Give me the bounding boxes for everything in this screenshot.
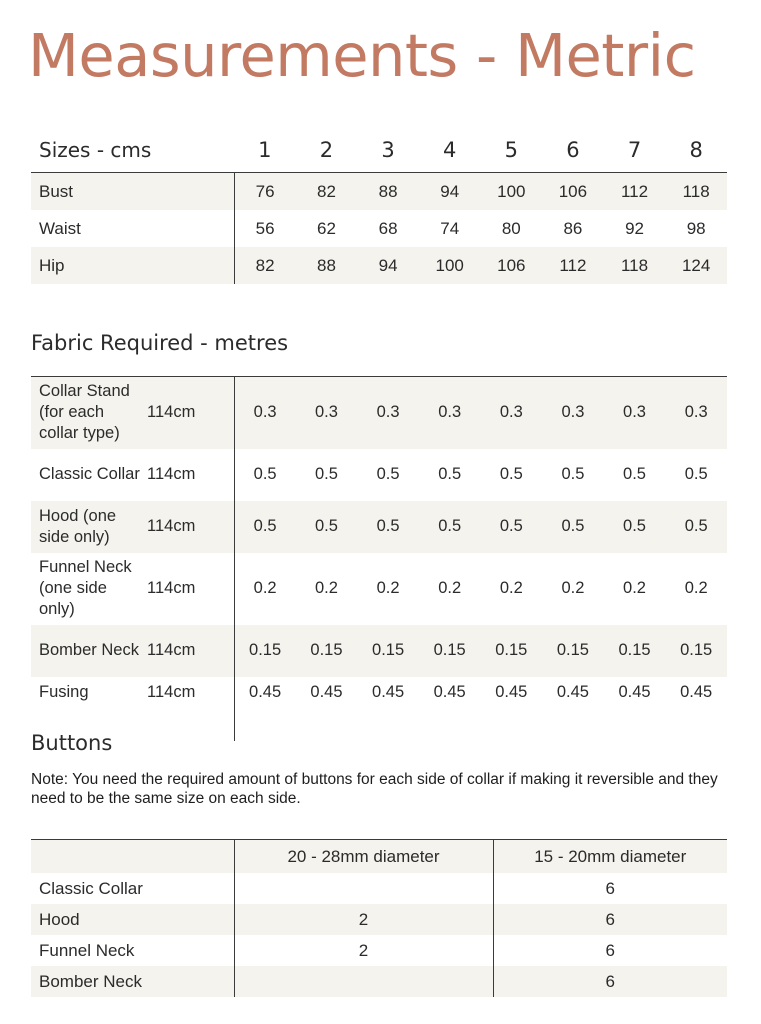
table-cell: 0.15 [433, 641, 466, 659]
table-cell: 0.5 [561, 517, 585, 535]
table-cell: 6 [493, 935, 727, 966]
table-cell: 0.45 [680, 683, 713, 701]
table-row [31, 873, 727, 904]
size-column-header: 6 [542, 128, 604, 173]
row-label: Funnel Neck [39, 940, 135, 960]
table-cell: 0.2 [684, 579, 708, 597]
row-label: Fusing [39, 683, 89, 701]
table-cell: 118 [620, 255, 649, 275]
table-row [31, 625, 727, 677]
table-cell: 124 [681, 255, 711, 275]
row-label: Classic Collar [39, 878, 143, 898]
table-cell: 0.5 [234, 501, 296, 553]
fabric-width: 114cm [147, 641, 196, 659]
table-cell: 0.5 [623, 517, 646, 535]
table-cell: 0.5 [623, 465, 646, 483]
row-label: Hood (one side only) [39, 506, 117, 546]
table-cell: 6 [493, 873, 727, 904]
table-row [31, 553, 727, 625]
table-cell: 0.5 [499, 465, 523, 483]
table-cell: 0.15 [680, 641, 713, 659]
table-cell: 0.3 [234, 377, 296, 449]
table-cell: 0.45 [495, 683, 528, 701]
table-cell: 0.2 [234, 553, 296, 625]
fabric-section-title: Fabric Required - metres [31, 331, 289, 355]
table-cell: 74 [440, 218, 460, 238]
size-column-header: 3 [357, 128, 419, 173]
table-cell: 0.15 [234, 625, 296, 677]
table-cell: 56 [234, 210, 296, 247]
table-row [31, 247, 727, 284]
row-label: Bomber Neck [39, 641, 139, 659]
buttons-header-row [31, 840, 727, 874]
table-cell: 106 [558, 181, 588, 201]
size-column-header: 8 [665, 128, 727, 173]
sizes-header-label: Sizes - cms [31, 128, 234, 173]
fabric-width: 114cm [147, 683, 196, 701]
row-label: Bomber Neck [39, 971, 142, 991]
table-cell: 0.5 [684, 465, 708, 483]
table-cell: 0.3 [623, 403, 646, 422]
table-cell: 0.5 [438, 517, 462, 535]
table-cell: 98 [686, 218, 706, 238]
size-column-header: 1 [234, 128, 296, 173]
table-cell: 0.45 [310, 683, 343, 701]
table-cell: 0.5 [315, 465, 338, 483]
table-cell: 0.3 [684, 403, 708, 422]
row-label: Waist [39, 218, 81, 238]
table-cell: 0.2 [623, 579, 646, 597]
table-cell: 0.15 [310, 641, 343, 659]
table-cell [234, 966, 493, 997]
fabric-width: 114cm [147, 517, 196, 535]
table-cell: 68 [378, 218, 398, 238]
table-cell: 6 [493, 966, 727, 997]
table-cell: 106 [497, 255, 526, 275]
table-cell: 0.2 [315, 579, 338, 597]
table-cell: 112 [559, 255, 587, 275]
table-cell: 0.5 [376, 465, 400, 483]
table-cell: 0.15 [618, 641, 651, 659]
table-cell: 82 [317, 181, 336, 201]
table-row [31, 966, 727, 997]
sizes-table [31, 128, 727, 284]
table-row [31, 173, 727, 211]
table-cell: 0.3 [315, 403, 338, 422]
table-cell: 94 [440, 181, 460, 201]
buttons-section-title: Buttons [31, 731, 113, 755]
table-cell: 0.5 [234, 449, 296, 501]
size-column-header: 5 [481, 128, 543, 173]
table-cell: 82 [234, 247, 296, 284]
table-cell: 6 [493, 904, 727, 935]
table-cell: 0.15 [495, 641, 528, 659]
table-cell: 80 [501, 218, 521, 238]
buttons-note: Note: You need the required amount of buttons for each side of collar if making it reversible and they need to be the same size on each side. [31, 771, 718, 807]
table-row [31, 677, 727, 709]
table-row [31, 377, 727, 449]
table-cell: 0.45 [618, 683, 651, 701]
table-cell: 92 [625, 218, 644, 238]
row-label: Classic Collar [39, 465, 140, 483]
table-cell: 112 [620, 181, 649, 201]
size-column-header: 2 [296, 128, 358, 173]
table-row [31, 501, 727, 553]
table-cell: 86 [563, 218, 583, 238]
table-row [31, 449, 727, 501]
table-cell: 100 [497, 181, 526, 201]
table-corner-cell [31, 840, 234, 874]
table-cell: 0.5 [438, 465, 462, 483]
table-cell: 0.45 [556, 683, 589, 701]
size-column-header: 7 [604, 128, 666, 173]
table-cell: 0.5 [315, 517, 338, 535]
table-cell: 0.45 [433, 683, 466, 701]
fabric-table [31, 376, 727, 741]
table-cell: 0.45 [234, 677, 296, 709]
row-label: Bust [39, 181, 74, 201]
fabric-width: 114cm [147, 403, 196, 422]
table-cell: 0.3 [499, 403, 523, 422]
sizes-header-row [31, 128, 727, 173]
table-cell: 2 [234, 935, 493, 966]
button-column-header: 20 - 28mm diameter [234, 840, 493, 874]
table-cell: 0.15 [372, 641, 405, 659]
fabric-width: 114cm [147, 579, 196, 597]
table-row [31, 210, 727, 247]
table-cell: 88 [378, 181, 398, 201]
size-column-header: 4 [419, 128, 481, 173]
row-label: Collar Stand (for each collar type) [39, 382, 130, 443]
table-cell: 0.2 [376, 579, 400, 597]
table-row [31, 935, 727, 966]
table-cell: 100 [435, 255, 464, 275]
table-cell: 0.5 [684, 517, 708, 535]
table-cell: 88 [317, 255, 336, 275]
table-cell: 0.5 [499, 517, 523, 535]
table-cell: 0.45 [372, 683, 405, 701]
table-cell: 0.3 [438, 403, 462, 422]
row-label: Hip [39, 255, 65, 275]
table-cell: 118 [682, 181, 710, 201]
table-cell: 0.15 [556, 641, 589, 659]
table-spacer-row [31, 709, 727, 741]
table-cell: 76 [234, 173, 296, 211]
fabric-width: 114cm [147, 465, 196, 483]
table-cell: 2 [234, 904, 493, 935]
table-row [31, 904, 727, 935]
table-cell: 62 [317, 218, 336, 238]
table-cell: 0.5 [561, 465, 585, 483]
table-cell: 0.3 [561, 403, 585, 422]
table-cell: 0.2 [561, 579, 585, 597]
table-cell: 0.2 [438, 579, 462, 597]
page-title: Measurements - Metric [28, 21, 696, 90]
table-cell: 0.5 [376, 517, 400, 535]
table-cell: 0.3 [376, 403, 400, 422]
table-cell: 94 [378, 255, 398, 275]
row-label: Hood [39, 909, 80, 929]
buttons-table [31, 839, 727, 997]
table-cell: 0.2 [499, 579, 523, 597]
button-column-header: 15 - 20mm diameter [493, 840, 727, 874]
row-label: Funnel Neck (one side only) [39, 558, 132, 618]
table-cell [234, 873, 493, 904]
